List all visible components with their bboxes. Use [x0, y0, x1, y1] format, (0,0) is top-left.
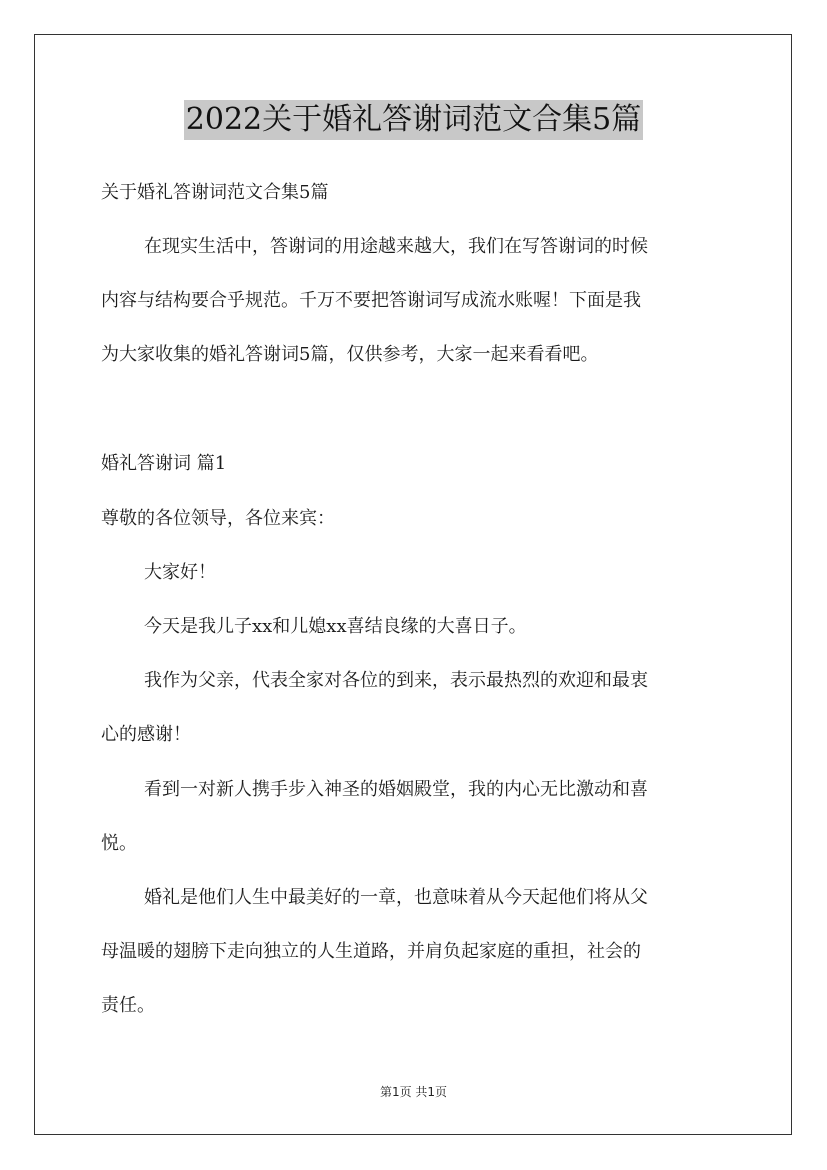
page-footer: 第1页 共1页	[379, 1085, 448, 1099]
paragraph-line: 心的感谢！	[101, 724, 191, 745]
paragraph-line: 我作为父亲，代表全家对各位的到来，表示最热烈的欢迎和最衷	[144, 670, 648, 691]
paragraph-line: 大家好！	[144, 562, 216, 583]
document-subtitle: 关于婚礼答谢词范文合集5篇	[101, 182, 329, 203]
salutation-line: 尊敬的各位领导，各位来宾：	[101, 508, 335, 529]
paragraph-line: 为大家收集的婚礼答谢词5篇，仅供参考，大家一起来看看吧。	[101, 344, 599, 365]
paragraph-line: 看到一对新人携手步入神圣的婚姻殿堂，我的内心无比激动和喜	[144, 779, 648, 800]
paragraph-line: 婚礼是他们人生中最美好的一章，也意味着从今天起他们将从父	[144, 887, 648, 908]
paragraph-line: 悦。	[101, 833, 137, 854]
section-heading: 婚礼答谢词 篇1	[101, 453, 227, 474]
paragraph-line: 母温暖的翅膀下走向独立的人生道路，并肩负起家庭的重担，社会的	[101, 941, 641, 962]
paragraph-line: 今天是我儿子xx和儿媳xx喜结良缘的大喜日子。	[144, 616, 527, 637]
paragraph-line: 在现实生活中，答谢词的用途越来越大，我们在写答谢词的时候	[144, 236, 648, 257]
document-title: 2022关于婚礼答谢词范文合集5篇	[184, 100, 643, 140]
paragraph-line: 责任。	[101, 995, 155, 1016]
title-container	[0, 100, 827, 140]
paragraph-line: 内容与结构要合乎规范。千万不要把答谢词写成流水账喔！下面是我	[101, 290, 641, 311]
